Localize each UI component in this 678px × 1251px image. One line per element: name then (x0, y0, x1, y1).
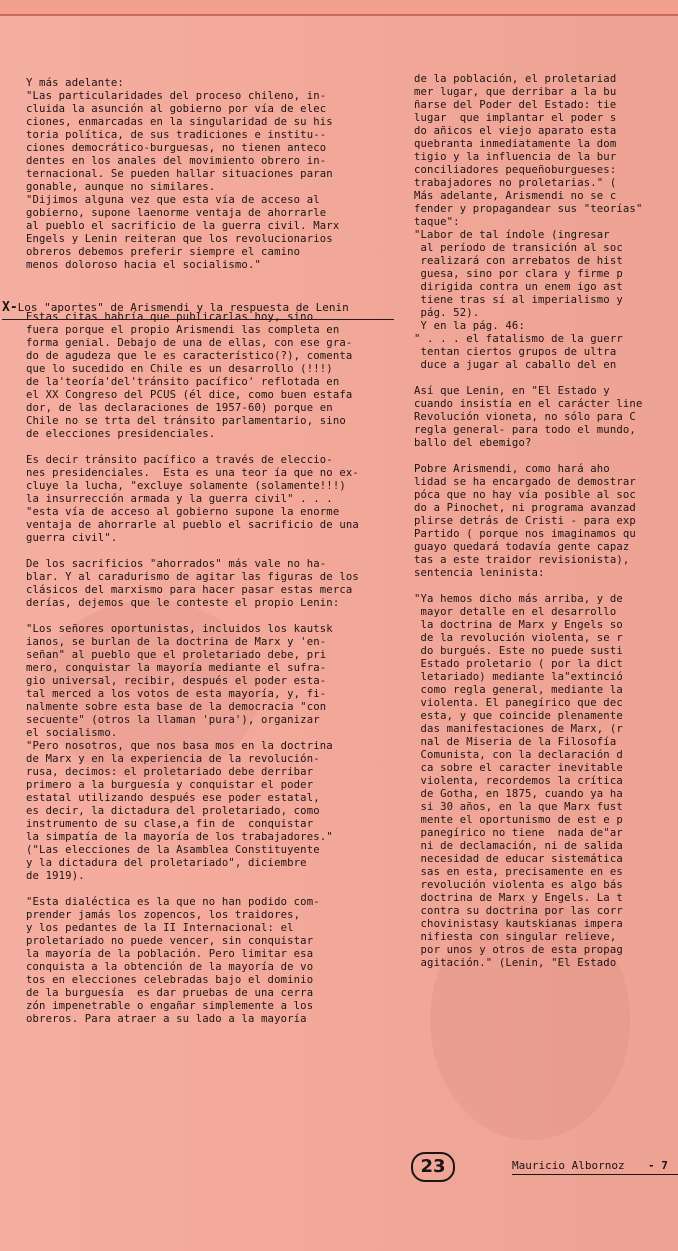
text-line: Más adelante, Arismendi no se c (414, 190, 617, 202)
text-line: sas en esta, precisamente en es (414, 866, 623, 878)
text-line: tentan ciertos grupos de ultra (414, 346, 617, 358)
text-line: "Los señores oportunistas, incluidos los kautsk (26, 623, 333, 635)
text-line: Partido ( porque nos imaginamos qu (414, 528, 636, 540)
text-line: blar. Y al caradurismo de agitar las figuras de los (26, 571, 359, 583)
text-line: "Esta dialéctica es la que no han podido com- (26, 896, 320, 908)
text-line: de Marx y en la experiencia de la revolución- (26, 753, 320, 765)
text-line: Y más adelante: (26, 77, 124, 89)
text-line: y la dictadura del proletariado", diciembre (26, 857, 307, 869)
text-line: panegírico no tiene nada de"ar (414, 827, 623, 839)
text-line: al pueblo el sacrificio de la guerra civil. Marx (26, 220, 340, 232)
text-line: das manifestaciones de Marx, (r (414, 723, 623, 735)
text-line: de 1919). (26, 870, 85, 882)
text-line: gobierno, supone laenorme ventaja de ahorrarle (26, 207, 327, 219)
text-line: ternacional. Se pueden hallar situaciones paran (26, 168, 333, 180)
text-line: de la burguesía es dar pruebas de una cerra (26, 987, 314, 999)
text-line: "Labor de tal índole (ingresar (414, 229, 610, 241)
text-line: derías, dejemos que le conteste el propio Lenin: (26, 597, 340, 609)
text-line: sentencia leninista: (414, 567, 545, 579)
text-line: que lo sucedido en Chile es un desarrollo (!!!) (26, 363, 333, 375)
text-line: de Gotha, en 1875, cuando ya ha (414, 788, 623, 800)
text-line: si 30 años, en la que Marx fust (414, 801, 623, 813)
text-line: Comunista, con la declaración d (414, 749, 623, 761)
section-heading-text: Los "aportes" de Arismendi y la respuesta de Lenin (17, 301, 349, 314)
text-line: de la revolución violenta, se r (414, 632, 623, 644)
text-line: ciones democrático-burguesas, no tienen anteco (26, 142, 327, 154)
text-line: póca que no hay vía posible al soc (414, 489, 636, 501)
text-line: Así que Lenin, en "El Estado y (414, 385, 610, 397)
text-line: ciones, enmarcadas en la singularidad de su his (26, 116, 333, 128)
text-line: cuando insistía en el carácter line (414, 398, 643, 410)
text-line: ni de declamación, ni de salida (414, 840, 623, 852)
text-line: Revolución vioneta, no sólo para C (414, 411, 636, 423)
text-line: tos en elecciones celebradas bajo el dominio (26, 974, 314, 986)
right-text-column (414, 73, 678, 1133)
text-line: "Ya hemos dicho más arriba, y de (414, 593, 623, 605)
text-line: mente el oportunismo de est e p (414, 814, 623, 826)
text-line: nalmente sobre esta base de la democracia "con (26, 701, 327, 713)
text-line: dor, de las declaraciones de 1957-60) porque en (26, 402, 333, 414)
text-line: "Pero nosotros, que nos basa mos en la doctrina (26, 740, 333, 752)
text-line: chovinistasy kautskianas impera (414, 918, 623, 930)
text-line: obreros debemos preferir siempre el camino (26, 246, 301, 258)
text-line: ñarse del Poder del Estado: tie (414, 99, 617, 111)
text-line: zón impenetrable o engañar simplemente a los (26, 1000, 314, 1012)
text-line: necesidad de educar sistemática (414, 853, 623, 865)
text-line: do burgués. Este no puede susti (414, 645, 623, 657)
text-line: la mayoría de la población. Pero limitar esa (26, 948, 314, 960)
text-line: " . . . el fatalismo de la guerr (414, 333, 623, 345)
text-line: de la población, el proletariad (414, 73, 617, 85)
text-line: menos doloroso hacia el socialismo." (26, 259, 262, 271)
text-line: de elecciones presidenciales. (26, 428, 216, 440)
text-line: "esta vía de acceso al gobierno supone la enorme (26, 506, 340, 518)
text-line: proletariado no puede vencer, sin conquistar (26, 935, 314, 947)
text-line: primero a la burguesía y conquistar el poder (26, 779, 314, 791)
text-line: estatal utilizando después ese poder estatal, (26, 792, 320, 804)
text-line: do añicos el viejo aparato esta (414, 125, 617, 137)
text-line: rusa, decimos: el proletariado debe derribar (26, 766, 314, 778)
text-line: señan" al pueblo que el proletariado debe, pri (26, 649, 327, 661)
text-line: quebranta inmediatamente la dom (414, 138, 617, 150)
text-line: tal merced a los votos de esta mayoría, y, fi- (26, 688, 327, 700)
text-line: mero, conquistar la mayoría mediante el sufra- (26, 662, 327, 674)
text-line: Estas citas habría que publicarlas hoy, sino (26, 311, 314, 323)
text-line: plirse detrás de Cristi - para exp (414, 515, 636, 527)
text-line: taque": (414, 216, 460, 228)
text-line: Estado proletario ( por la dict (414, 658, 623, 670)
section-heading (2, 299, 394, 320)
text-line (414, 580, 678, 593)
text-line (26, 883, 402, 896)
text-line: clásicos del marxismo para hacer pasar estas merca (26, 584, 353, 596)
author-page-suffix: - 7 (648, 1159, 668, 1172)
text-line: como regla general, mediante la (414, 684, 623, 696)
text-line: el XX Congreso del PCUS (él dice, como buen estafa (26, 389, 353, 401)
text-line: revolución violenta es algo bás (414, 879, 623, 891)
text-line: Y en la pág. 46: (414, 320, 525, 332)
text-line: de la'teoría'del'tránsito pacífico' reflotada en (26, 376, 340, 388)
text-line: Engels y Lenin reiteran que los revolucionarios (26, 233, 333, 245)
text-line: fuera porque el propio Arismendi las completa en (26, 324, 340, 336)
text-line: conquista a la obtención de la mayoría de vo (26, 961, 314, 973)
text-line: pág. 52). (414, 307, 480, 319)
text-line: la simpatía de la mayoría de los trabajadores." (26, 831, 333, 843)
text-line: conciliadores pequeñoburgueses: (414, 164, 617, 176)
text-line: Es decir tránsito pacífico a través de eleccio- (26, 454, 333, 466)
text-line: la insurrección armada y la guerra civil" . . . (26, 493, 333, 505)
text-line: cluida la asunción al gobierno por vía de elec (26, 103, 327, 115)
text-line: toria política, de sus tradiciones e institu-- (26, 129, 327, 141)
text-line: violenta. El panegírico que dec (414, 697, 623, 709)
text-line: al período de transición al soc (414, 242, 623, 254)
text-line: ballo del ebemigo? (414, 437, 532, 449)
text-line: y los pedantes de la II Internacional: el (26, 922, 294, 934)
text-line: tas a este traidor revisionista), (414, 554, 630, 566)
text-line: ("Las elecciones de la Asamblea Constituyente (26, 844, 320, 856)
text-line: Pobre Arismendi, como hará aho (414, 463, 610, 475)
text-line: el socialismo. (26, 727, 118, 739)
text-line: mer lugar, que derribar a la bu (414, 86, 617, 98)
text-line (26, 441, 402, 454)
text-line: forma genial. Debajo de una de ellas, con ese gra- (26, 337, 353, 349)
text-line (414, 450, 678, 463)
text-line: letariado) mediante la"extinció (414, 671, 623, 683)
text-line: ventaja de ahorrarle al pueblo el sacrificio de una (26, 519, 359, 531)
text-line: trabajadores no proletarias." ( (414, 177, 617, 189)
text-line: nifiesta con singular relieve, (414, 931, 617, 943)
text-line: obreros. Para atraer a su lado a la mayoría (26, 1013, 307, 1025)
text-line: contra su doctrina por las corr (414, 905, 623, 917)
text-line: agitación." (Lenin, "El Estado (414, 957, 617, 969)
text-line: tigio y la influencia de la bur (414, 151, 617, 163)
text-line: "Dijimos alguna vez que esta vía de acceso al (26, 194, 320, 206)
text-line: mayor detalle en el desarrollo (414, 606, 617, 618)
text-line: gonable, aunque no similares. (26, 181, 216, 193)
text-line: tiene tras sí al imperialismo y (414, 294, 623, 306)
text-line: duce a jugar al caballo del en (414, 359, 617, 371)
text-line: es decir, la dictadura del proletariado, como (26, 805, 320, 817)
text-line: realizará con arrebatos de hist (414, 255, 623, 267)
text-line (26, 272, 402, 285)
left-text-column (26, 77, 402, 1167)
text-line: la doctrina de Marx y Engels so (414, 619, 623, 631)
margin-mark: X- (2, 300, 18, 315)
text-line (26, 285, 402, 298)
text-line: guerra civil". (26, 532, 118, 544)
page-number-badge: 23 (411, 1152, 455, 1182)
text-line: "Las particularidades del proceso chileno, in- (26, 90, 327, 102)
text-line: esta, y que coincide plenamente (414, 710, 623, 722)
text-line: nal de Miseria de la Filosofía (414, 736, 617, 748)
text-line: violenta, recordemos la crítica (414, 775, 623, 787)
text-line: doctrina de Marx y Engels. La t (414, 892, 623, 904)
text-line: prender jamás los zopencos, los traidores, (26, 909, 301, 921)
text-line: dirigida contra un enem igo ast (414, 281, 623, 293)
text-line (26, 545, 402, 558)
text-line: lidad se ha encargado de demostrar (414, 476, 636, 488)
author-signature: Mauricio Albornoz (512, 1158, 678, 1175)
text-line: ianos, se burlan de la doctrina de Marx y 'en- (26, 636, 327, 648)
text-line: ca sobre el caracter inevitable (414, 762, 623, 774)
text-line: nes presidenciales. Esta es una teor ía que no ex- (26, 467, 359, 479)
text-line: guayo quedará todavía gente capaz (414, 541, 630, 553)
text-line: por unos y otros de esta propag (414, 944, 623, 956)
text-line: De los sacrificios "ahorrados" más vale no ha- (26, 558, 327, 570)
text-line: lugar que implantar el poder s (414, 112, 617, 124)
text-line: secuente" (otros la llaman 'pura'), organizar (26, 714, 320, 726)
text-line: fender y propagandear sus "teorías" (414, 203, 643, 215)
text-line: do a Pinochet, ni programa avanzad (414, 502, 636, 514)
text-line: instrumento de su clase,a fin de conquistar (26, 818, 314, 830)
text-line: guesa, sino por clara y firme p (414, 268, 623, 280)
text-line: gio universal, recibir, después el poder esta- (26, 675, 327, 687)
text-line: regla general- para todo el mundo, (414, 424, 636, 436)
text-line (414, 372, 678, 385)
text-line: do de agudeza que le es característico(?), comenta (26, 350, 353, 362)
text-line: dentes en los anales del movimiento obrero in- (26, 155, 327, 167)
text-line: cluye la lucha, "excluye solamente (solamente!!!) (26, 480, 346, 492)
page-top-edge (0, 0, 678, 16)
text-line (26, 610, 402, 623)
text-line: Chile no se trta del tránsito parlamentario, sino (26, 415, 346, 427)
